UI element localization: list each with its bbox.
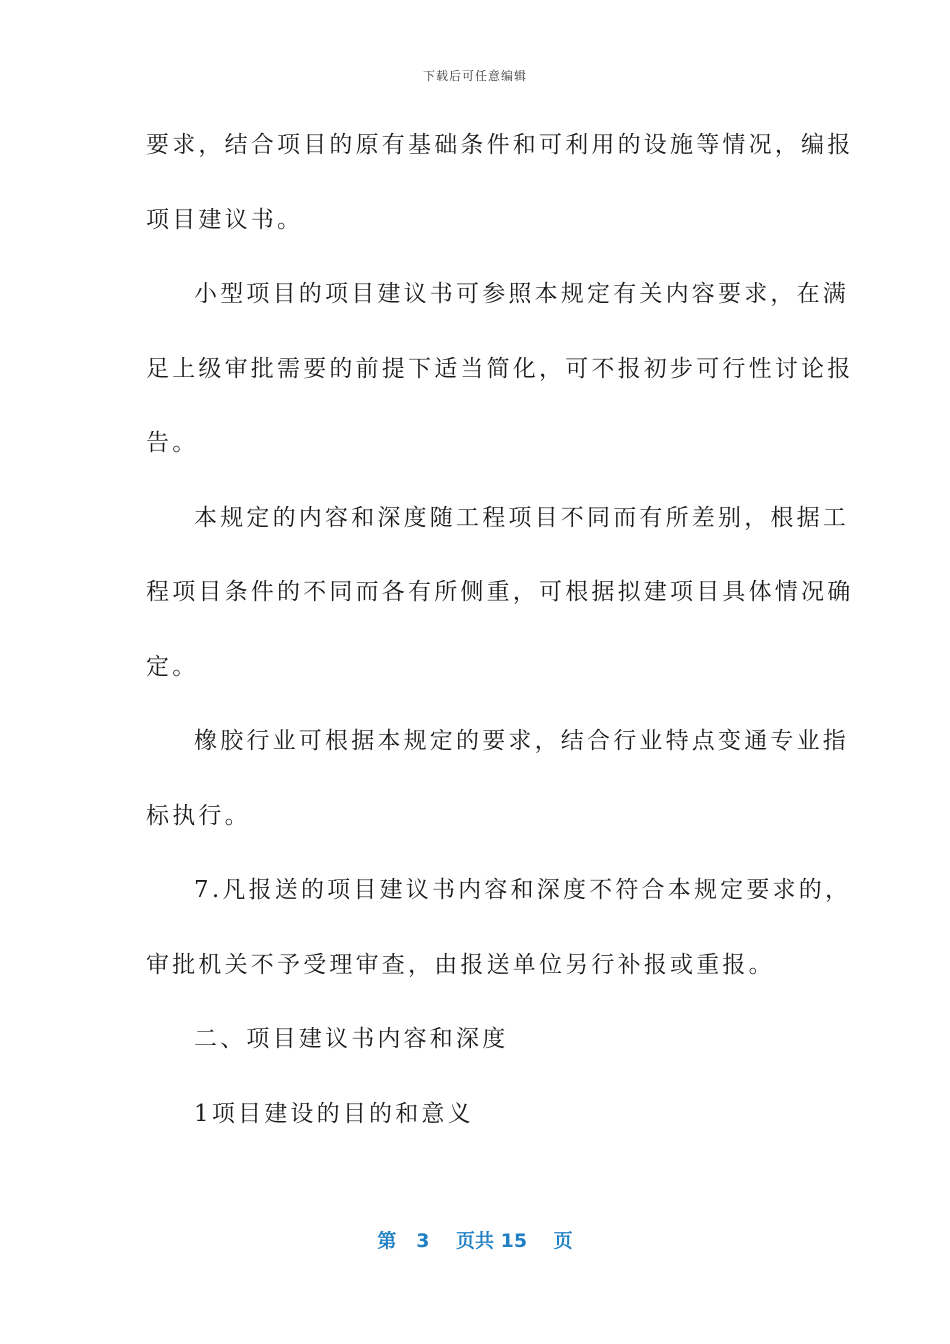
paragraph-line: 标执行。 (146, 802, 251, 829)
paragraph-line: 定。 (146, 653, 199, 680)
paragraph-line: 本规定的内容和深度随工程项目不同而有所差别，根据工 (194, 504, 849, 531)
page-header: 下载后可任意编辑 (422, 69, 527, 83)
footer-label-of: 页共 (456, 1230, 495, 1252)
paragraph-line: 7.凡报送的项目建议书内容和深度不符合本规定要求的， (194, 877, 852, 903)
page-footer (0, 1226, 950, 1253)
document-body (146, 122, 854, 1165)
subsection-heading: 1项目建设的目的和意义 (194, 1100, 474, 1127)
current-page-number: 3 (416, 1230, 430, 1252)
paragraph-line: 橡胶行业可根据本规定的要求，结合行业特点变通专业指 (194, 728, 849, 754)
footer-label-pages: 页 (553, 1230, 573, 1252)
section-heading: 二、项目建议书内容和深度 (194, 1026, 509, 1052)
paragraph-line: 项目建议书。 (146, 206, 304, 233)
footer-label-page: 第 (377, 1230, 397, 1252)
paragraph-line: 要求，结合项目的原有基础条件和可利用的设施等情况，编报 (146, 132, 854, 158)
paragraph-line: 足上级审批需要的前提下适当简化，可不报初步可行性讨论报 (146, 355, 854, 382)
total-pages-number: 15 (500, 1230, 528, 1252)
paragraph-line: 审批机关不予受理审查，由报送单位另行补报或重报。 (146, 951, 775, 978)
paragraph-line: 小型项目的项目建议书可参照本规定有关内容要求，在满 (194, 281, 849, 307)
paragraph-line: 程项目条件的不同而各有所侧重，可根据拟建项目具体情况确 (146, 579, 854, 605)
paragraph-line: 告。 (146, 430, 199, 456)
